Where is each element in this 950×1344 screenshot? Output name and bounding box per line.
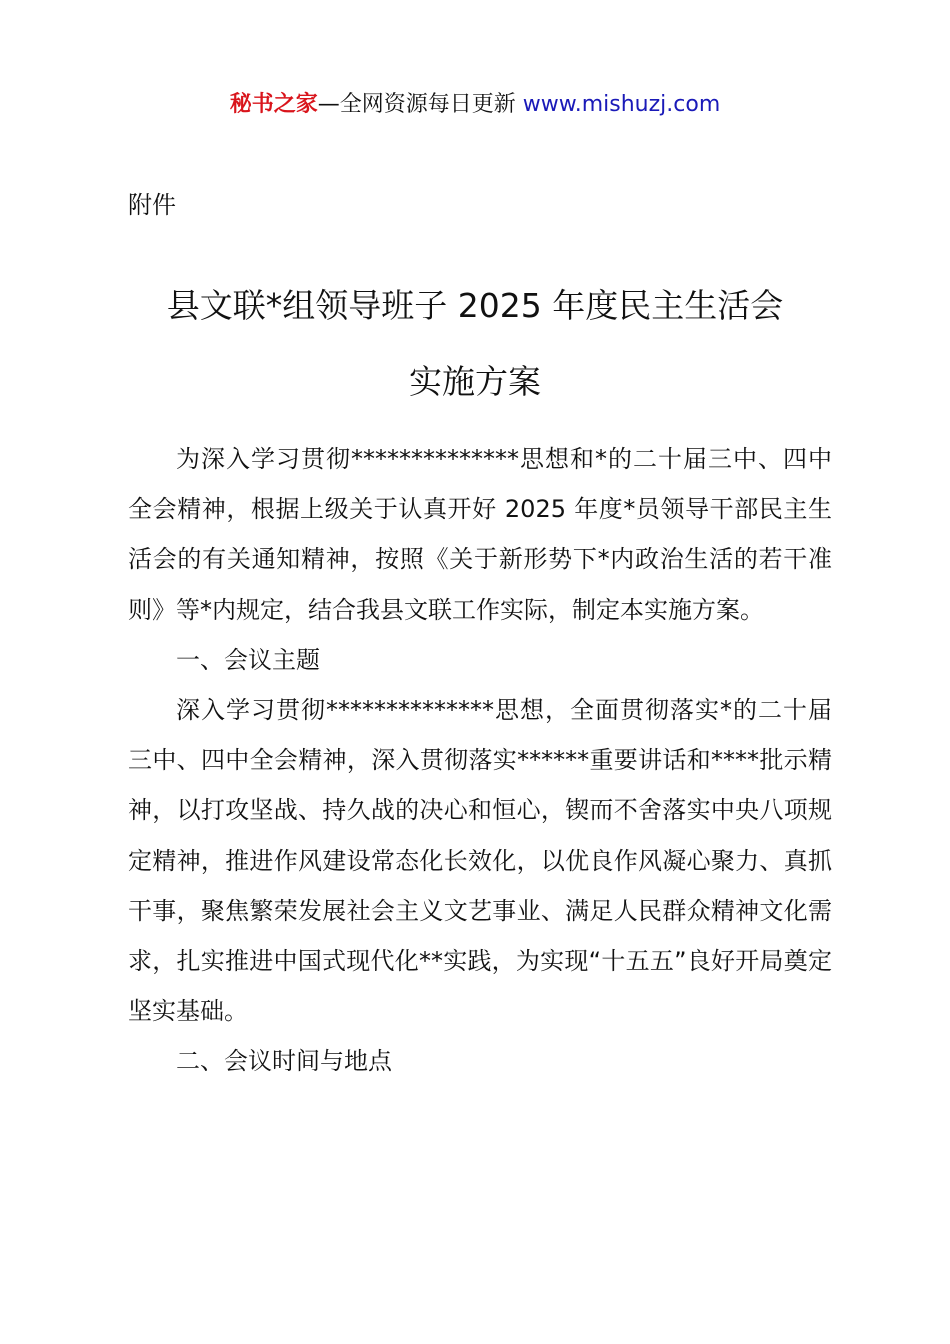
attachment-label: 附件 <box>128 191 176 219</box>
document-title-line-1: 县文联*组领导班子 2025 年度民主生活会 <box>166 286 784 325</box>
site-header <box>0 88 950 122</box>
document-title-line-2: 实施方案 <box>409 362 541 401</box>
section-1-paragraph: 深入学习贯彻**************思想，全面贯彻落实*的二十届三中、四中全会精神，深入贯彻落实******重要讲话和****批示精神，以打攻坚战、持久战的决心和恒心，锲而不舍落实中央八项规定精神，推进作风建设常态化长效化，以优良作风凝心聚力、真抓干事，聚焦繁荣发展社会主义文艺事业、满足人民群众精神文化需求，扎实推进中国式现代化**实践，为实现“十五五”良好开局奠定坚实基础。 <box>128 696 832 1026</box>
site-url-link[interactable]: www.mishuzj.com <box>522 92 721 117</box>
site-brand: 秘书之家 <box>229 92 318 117</box>
document-body <box>128 434 832 1087</box>
section-2-heading: 二、会议时间与地点 <box>176 1047 392 1076</box>
intro-paragraph: 为深入学习贯彻**************思想和*的二十届三中、四中全会精神，根据上级关于认真开好 2025 年度*员领导干部民主生活会的有关通知精神，按照《关于新形势下*内政治生活的若干准则》等*内规定，结合我县文联工作实际，制定本实施方案。 <box>128 445 832 624</box>
section-1-heading: 一、会议主题 <box>176 645 320 674</box>
site-tagline: —全网资源每日更新 <box>317 92 523 117</box>
